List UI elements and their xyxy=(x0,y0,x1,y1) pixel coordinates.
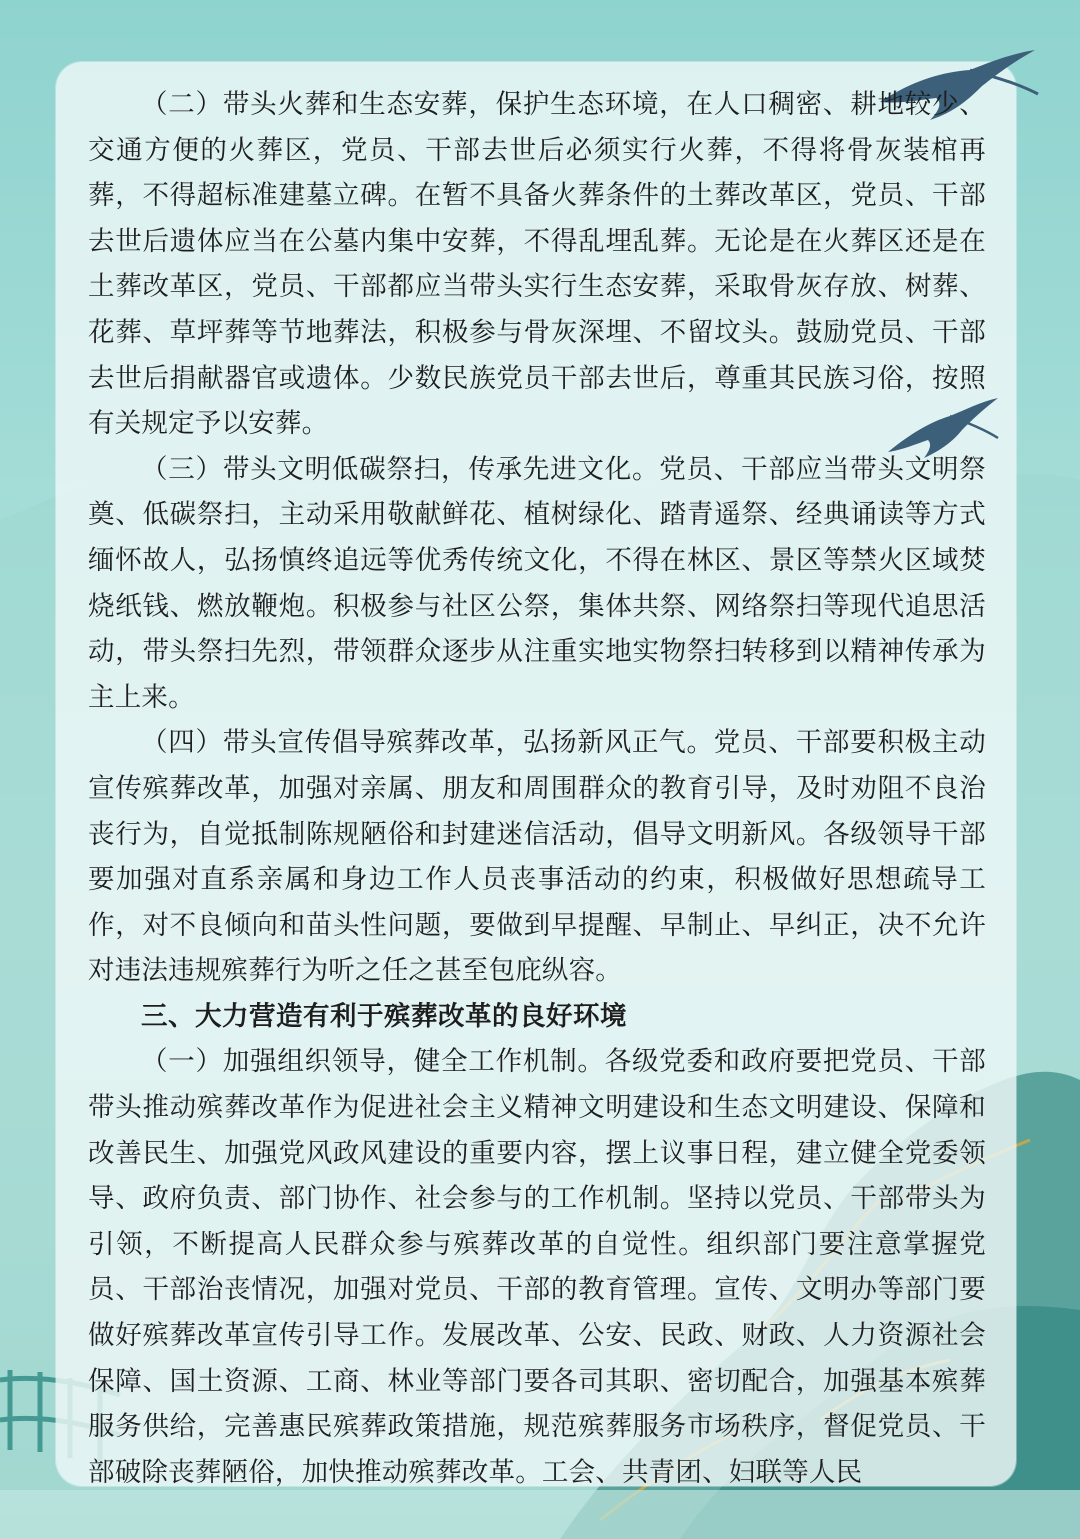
document-body xyxy=(88,82,986,1495)
paragraph-section3-1: （一）加强组织领导，健全工作机制。各级党委和政府要把党员、干部带头推动殡葬改革作为促进社会主义精神文明建设和生态文明建设、保障和改善民生、加强党风政风建设的重要内容，摆上议事日程，建立健全党委领导、政府负责、部门协作、社会参与的工作机制。坚持以党员、干部带头为引领，不断提高人民群众参与殡葬改革的自觉性。组织部门要注意掌握党员、干部治丧情况，加强对党员、干部的教育管理。宣传、文明办等部门要做好殡葬改革宣传引导工作。发展改革、公安、民政、财政、人力资源社会保障、国土资源、工商、林业等部门要各司其职、密切配合，加强基本殡葬服务供给，完善惠民殡葬政策措施，规范殡葬服务市场秩序，督促党员、干部破除丧葬陋俗，加快推动殡葬改革。工会、共青团、妇联等人民 xyxy=(88,1046,986,1488)
paragraph-3: （三）带头文明低碳祭扫，传承先进文化。党员、干部应当带头文明祭奠、低碳祭扫，主动采用敬献鲜花、植树绿化、踏青遥祭、经典诵读等方式缅怀故人，弘扬慎终追远等优秀传统文化，不得在林区、景区等禁火区域焚烧纸钱、燃放鞭炮。积极参与社区公祭，集体共祭、网络祭扫等现代追思活动，带头祭扫先烈，带领群众逐步从注重实地实物祭扫转移到以精神传承为主上来。 xyxy=(88,453,986,713)
paragraph-4: （四）带头宣传倡导殡葬改革，弘扬新风正气。党员、干部要积极主动宣传殡葬改革，加强对亲属、朋友和周围群众的教育引导，及时劝阻不良治丧行为，自觉抵制陈规陋俗和封建迷信活动，倡导文明新风。各级领导干部要加强对直系亲属和身边工作人员丧事活动的约束，积极做好思想疏导工作，对不良倾向和苗头性问题，要做到早提醒、早制止、早纠正，决不允许对违法违规殡葬行为听之任之甚至包庇纵容。 xyxy=(88,727,986,987)
paragraph-2: （二）带头火葬和生态安葬，保护生态环境，在人口稠密、耕地较少、交通方便的火葬区，党员、干部去世后必须实行火葬，不得将骨灰装棺再葬，不得超标准建墓立碑。在暂不具备火葬条件的土葬改革区，党员、干部去世后遗体应当在公墓内集中安葬，不得乱埋乱葬。无论是在火葬区还是在土葬改革区，党员、干部都应当带头实行生态安葬，采取骨灰存放、树葬、花葬、草坪葬等节地葬法，积极参与骨灰深埋、不留坟头。鼓励党员、干部去世后捐献器官或遗体。少数民族党员干部去世后，尊重其民族习俗，按照有关规定予以安葬。 xyxy=(88,89,986,440)
section-heading: 三、大力营造有利于殡葬改革的良好环境 xyxy=(141,1000,627,1032)
